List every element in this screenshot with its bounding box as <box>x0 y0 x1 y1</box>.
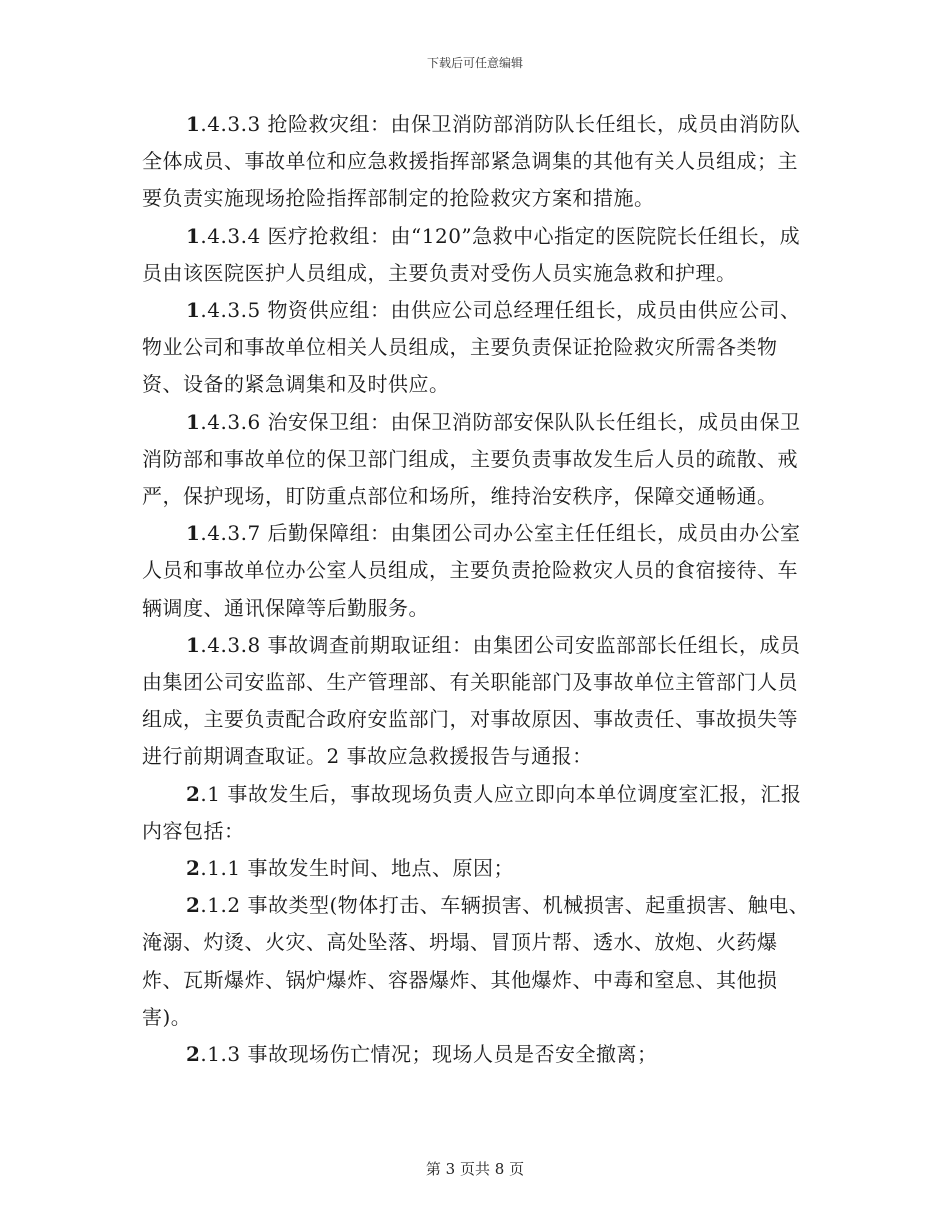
paragraph-2-1-1: 2.1.1 事故发生时间、地点、原因； <box>186 856 514 881</box>
document-body <box>142 106 812 1073</box>
page-number-footer: 第 3 页共 8 页 <box>425 1160 525 1178</box>
paragraph-1-4-3-7: 1.4.3.7 后勤保障组：由集团公司办公室主任任组长，成员由办公室人员和事故单位办公室人员组成，主要负责抢险救灾人员的食宿接待、车辆调度、通讯保障等后勤服务。 <box>142 521 801 620</box>
paragraph-2-1: 2.1 事故发生后，事故现场负责人应立即向本单位调度室汇报，汇报内容包括： <box>142 781 802 843</box>
paragraph-1-4-3-5: 1.4.3.5 物资供应组：由供应公司总经理任组长，成员由供应公司、物业公司和事故单位相关人员组成，主要负责保证抢险救灾所需各类物资、设备的紧急调集和及时供应。 <box>142 298 801 397</box>
paragraph-1-4-3-3: 1.4.3.3 抢险救灾组：由保卫消防部消防队长任组长，成员由消防队全体成员、事故单位和应急救援指挥部紧急调集的其他有关人员组成；主要负责实施现场抢险指挥部制定的抢险救灾方案和措施。 <box>142 112 801 211</box>
paragraph-1-4-3-8: 1.4.3.8 事故调查前期取证组：由集团公司安监部部长任组长，成员由集团公司安监部、生产管理部、有关职能部门及事故单位主管部门人员组成，主要负责配合政府安监部门，对事故原因、事故责任、事故损失等进行前期调查取证。2 事故应急救援报告与通报： <box>142 632 801 769</box>
paragraph-2-1-2: 2.1.2 事故类型(物体打击、车辆损害、机械损害、起重损害、触电、淹溺、灼烫、火灾、高处坠落、坍塌、冒顶片帮、透水、放炮、火药爆炸、瓦斯爆炸、锅炉爆炸、容器爆炸、其他爆炸、中毒和窒息、其他损害)。 <box>142 893 810 1029</box>
paragraph-1-4-3-6: 1.4.3.6 治安保卫组：由保卫消防部安保队队长任组长，成员由保卫消防部和事故单位的保卫部门组成，主要负责事故发生后人员的疏散、戒严，保护现场，盯防重点部位和场所，维持治安秩序，保障交通畅通。 <box>142 409 801 509</box>
paragraph-2-1-3: 2.1.3 事故现场伤亡情况；现场人员是否安全撤离； <box>186 1042 658 1067</box>
page-header-note: 下载后可任意编辑 <box>426 56 523 70</box>
paragraph-1-4-3-4: 1.4.3.4 医疗抢救组：由“120”急救中心指定的医院院长任组长，成员由该医院医护人员组成，主要负责对受伤人员实施急救和护理。 <box>142 223 801 285</box>
